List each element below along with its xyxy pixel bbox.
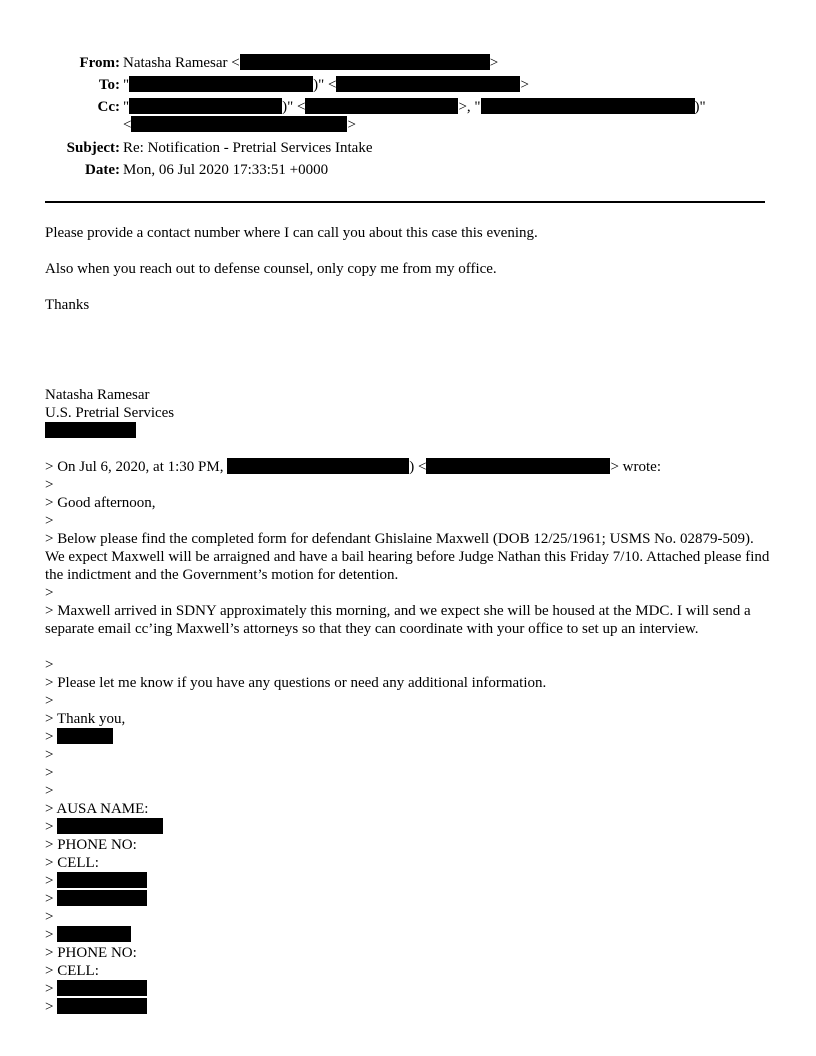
signature-name: Natasha Ramesar <box>45 387 150 403</box>
date-label: Date: <box>85 162 120 178</box>
quote-marker: > <box>45 927 54 943</box>
quote-marker: > <box>45 657 54 673</box>
subject-label: Subject: <box>66 140 120 156</box>
cc-label: Cc: <box>97 99 120 115</box>
redacted-signature-phone <box>45 422 136 438</box>
cc-value-line2 <box>123 116 356 134</box>
quote-marker: > <box>45 477 54 493</box>
quoted-redacted-line <box>45 872 147 890</box>
subject-value: Re: Notification - Pretrial Services Intake <box>123 140 373 156</box>
redacted-block <box>57 998 147 1014</box>
cc2-close: > <box>347 117 356 133</box>
redacted-block <box>57 980 147 996</box>
cc-value <box>123 98 706 116</box>
redacted-block <box>57 728 113 744</box>
quoted-redacted-line <box>45 728 113 746</box>
redacted-sender-name <box>227 458 409 474</box>
quote-marker: > <box>45 981 54 997</box>
quote-marker: > <box>45 693 54 709</box>
quoted-redacted-line <box>45 980 147 998</box>
from-close: > <box>489 55 499 71</box>
quoted-redacted-line <box>45 998 147 1016</box>
quote-marker: > <box>45 765 54 781</box>
quote-marker: > <box>45 585 54 601</box>
cc-mid: )" < <box>282 99 306 115</box>
redacted-block <box>57 890 147 906</box>
signature-redaction <box>45 422 136 440</box>
quoted-attribution-suffix: > wrote: <box>610 459 661 475</box>
redacted-block <box>57 872 147 888</box>
redacted-cc-email-2 <box>131 116 347 132</box>
quoted-attribution <box>45 458 661 476</box>
to-label: To: <box>98 77 120 93</box>
quote-marker: > <box>45 999 54 1015</box>
body-paragraph-2: Also when you reach out to defense counsel, only copy me from my office. <box>45 261 497 277</box>
to-open: " <box>123 77 130 93</box>
quote-marker: > <box>45 891 54 907</box>
from-label: From: <box>79 55 120 71</box>
quote-marker: > <box>45 747 54 763</box>
quoted-attribution-mid: ) < <box>409 459 427 475</box>
redacted-cc-name-2 <box>481 98 695 114</box>
quoted-paragraph-1: > Below please find the completed form for defendant Ghislaine Maxwell (DOB 12/25/1961; USMS No. 02879-509). We expect Maxwell will be arraigned and have a bail hearing before Judge Nathan this Friday 7/10. Attached please find the indictment and the Government’s motion for detention. <box>45 531 770 583</box>
quoted-paragraph-3: > Please let me know if you have any questions or need any additional information. <box>45 675 547 691</box>
cc2-open: < <box>123 117 132 133</box>
body-paragraph-1: Please provide a contact number where I can call you about this case this evening. <box>45 225 538 241</box>
quote-marker: > <box>45 819 54 835</box>
quote-marker: > <box>45 729 54 745</box>
quoted-redacted-line <box>45 818 163 836</box>
redacted-block <box>57 818 163 834</box>
to-close: > <box>520 77 529 93</box>
redacted-to-name <box>129 76 313 92</box>
header-divider <box>45 201 765 203</box>
quote-marker: > <box>45 909 54 925</box>
redacted-block <box>57 926 131 942</box>
quoted-cell-label: > CELL: <box>45 963 99 979</box>
quoted-thanks: > Thank you, <box>45 711 126 727</box>
quoted-cell-label: > CELL: <box>45 855 99 871</box>
redacted-to-email <box>336 76 520 92</box>
quoted-greeting: > Good afternoon, <box>45 495 156 511</box>
quoted-phone-label: > PHONE NO: <box>45 837 137 853</box>
cc-open: " <box>123 99 130 115</box>
quoted-redacted-line <box>45 890 147 908</box>
to-mid: )" < <box>313 77 337 93</box>
quoted-attribution-prefix: > On Jul 6, 2020, at 1:30 PM, <box>45 459 224 475</box>
to-value <box>123 76 529 94</box>
from-value <box>123 54 498 72</box>
quoted-redacted-line <box>45 926 131 944</box>
cc-mid2: >, " <box>458 99 481 115</box>
redacted-sender-email <box>426 458 610 474</box>
quoted-ausa-name-label: > AUSA NAME: <box>45 801 149 817</box>
quote-marker: > <box>45 783 54 799</box>
quote-marker: > <box>45 873 54 889</box>
redacted-cc-email-1 <box>305 98 458 114</box>
date-value: Mon, 06 Jul 2020 17:33:51 +0000 <box>123 162 329 178</box>
quote-marker: > <box>45 513 54 529</box>
signature-org: U.S. Pretrial Services <box>45 405 175 421</box>
redacted-cc-name-1 <box>129 98 282 114</box>
quoted-phone-label: > PHONE NO: <box>45 945 137 961</box>
cc-close: )" <box>694 99 706 115</box>
from-name: Natasha Ramesar < <box>123 55 240 71</box>
quoted-paragraph-2: > Maxwell arrived in SDNY approximately this morning, and we expect she will be housed at the MDC. I will send a separate email cc’ing Maxwell’s attorneys so that they can coordinate with your office to set up an interview. <box>45 603 751 637</box>
redacted-from-email <box>240 54 490 70</box>
body-paragraph-3: Thanks <box>45 297 90 313</box>
